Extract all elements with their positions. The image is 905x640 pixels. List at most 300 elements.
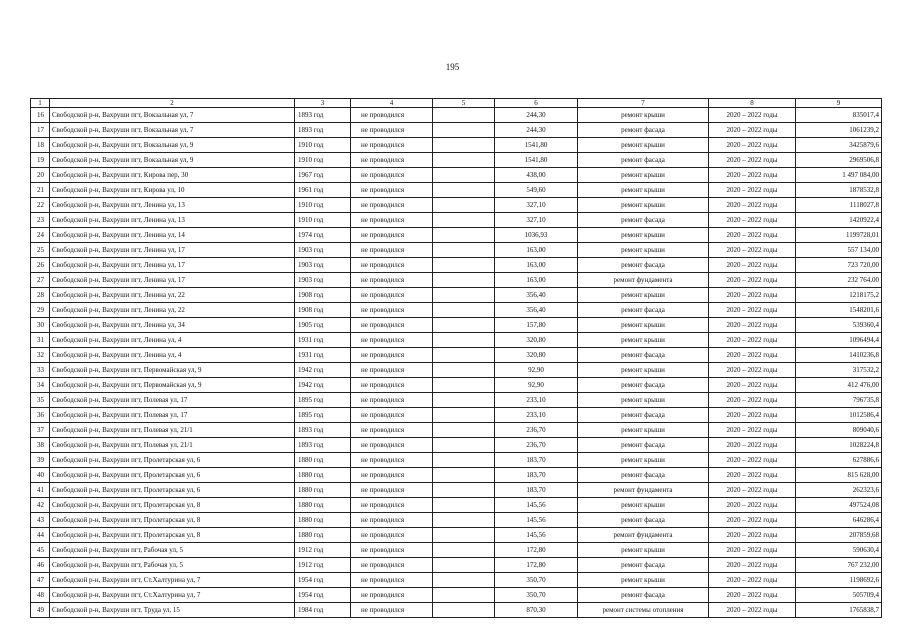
area-cell: 163,00: [495, 273, 578, 288]
work-type-cell: ремонт крыши: [578, 183, 709, 198]
period-cell: 2020 – 2022 годы: [709, 273, 796, 288]
row-index: 40: [31, 468, 50, 483]
table-row: [31, 438, 882, 453]
cost-cell: 539360,4: [796, 318, 882, 333]
area-cell: 145,56: [495, 513, 578, 528]
area-cell: 327,10: [495, 198, 578, 213]
build-year-cell: 1895 год: [295, 408, 351, 423]
build-year-cell: 1974 год: [295, 228, 351, 243]
table-row: [31, 558, 882, 573]
area-cell: 183,70: [495, 468, 578, 483]
work-type-cell: ремонт крыши: [578, 168, 709, 183]
empty-cell: [433, 288, 495, 303]
table-row: [31, 588, 882, 603]
build-year-cell: 1961 год: [295, 183, 351, 198]
work-type-cell: ремонт крыши: [578, 363, 709, 378]
cost-cell: 723 720,00: [796, 258, 882, 273]
address-cell: Свободской р-н, Вахруши пгт, Ленина ул, 17: [50, 258, 295, 273]
period-cell: 2020 – 2022 годы: [709, 573, 796, 588]
address-cell: Свободской р-н, Вахруши пгт, Вокзальная ул, 9: [50, 153, 295, 168]
empty-cell: [433, 378, 495, 393]
row-index: 31: [31, 333, 50, 348]
build-year-cell: 1931 год: [295, 348, 351, 363]
area-cell: 549,60: [495, 183, 578, 198]
build-year-cell: 1903 год: [295, 243, 351, 258]
work-type-cell: ремонт фасада: [578, 378, 709, 393]
area-cell: 350,70: [495, 573, 578, 588]
build-year-cell: 1910 год: [295, 213, 351, 228]
table-row: [31, 543, 882, 558]
cost-cell: 505709,4: [796, 588, 882, 603]
empty-cell: [433, 528, 495, 543]
area-cell: 183,70: [495, 483, 578, 498]
period-cell: 2020 – 2022 годы: [709, 138, 796, 153]
period-cell: 2020 – 2022 годы: [709, 363, 796, 378]
address-cell: Свободской р-н, Вахруши пгт, Пролетарская ул, 6: [50, 468, 295, 483]
build-year-cell: 1942 год: [295, 363, 351, 378]
build-year-cell: 1908 год: [295, 303, 351, 318]
empty-cell: [433, 393, 495, 408]
cost-cell: 1012586,4: [796, 408, 882, 423]
table-row: [31, 513, 882, 528]
work-type-cell: ремонт крыши: [578, 393, 709, 408]
address-cell: Свободской р-н, Вахруши пгт, Ленина ул, 4: [50, 333, 295, 348]
period-cell: 2020 – 2022 годы: [709, 228, 796, 243]
page-number: 195: [445, 62, 460, 72]
column-number: 2: [50, 99, 295, 108]
work-type-cell: ремонт крыши: [578, 498, 709, 513]
area-cell: 163,00: [495, 243, 578, 258]
area-cell: 350,70: [495, 588, 578, 603]
cost-cell: 1410236,8: [796, 348, 882, 363]
empty-cell: [433, 453, 495, 468]
last-repair-cell: не проводился: [351, 378, 433, 393]
last-repair-cell: не проводился: [351, 513, 433, 528]
row-index: 20: [31, 168, 50, 183]
row-index: 28: [31, 288, 50, 303]
address-cell: Свободской р-н, Вахруши пгт, Ленина ул, 13: [50, 198, 295, 213]
cost-cell: 412 476,00: [796, 378, 882, 393]
period-cell: 2020 – 2022 годы: [709, 333, 796, 348]
row-index: 34: [31, 378, 50, 393]
work-type-cell: ремонт крыши: [578, 318, 709, 333]
period-cell: 2020 – 2022 годы: [709, 393, 796, 408]
build-year-cell: 1880 год: [295, 498, 351, 513]
empty-cell: [433, 438, 495, 453]
cost-cell: 1199728,01: [796, 228, 882, 243]
row-index: 45: [31, 543, 50, 558]
cost-cell: 1096494,4: [796, 333, 882, 348]
last-repair-cell: не проводился: [351, 453, 433, 468]
last-repair-cell: не проводился: [351, 603, 433, 618]
row-index: 36: [31, 408, 50, 423]
row-index: 17: [31, 123, 50, 138]
period-cell: 2020 – 2022 годы: [709, 258, 796, 273]
cost-cell: 809040,6: [796, 423, 882, 438]
repair-register-table: [30, 98, 882, 618]
area-cell: 163,00: [495, 258, 578, 273]
cost-cell: 1061239,2: [796, 123, 882, 138]
row-index: 19: [31, 153, 50, 168]
work-type-cell: ремонт фасада: [578, 513, 709, 528]
last-repair-cell: не проводился: [351, 558, 433, 573]
cost-cell: 1118027,8: [796, 198, 882, 213]
build-year-cell: 1893 год: [295, 438, 351, 453]
last-repair-cell: не проводился: [351, 138, 433, 153]
build-year-cell: 1942 год: [295, 378, 351, 393]
table-row: [31, 258, 882, 273]
row-index: 33: [31, 363, 50, 378]
address-cell: Свободской р-н, Вахруши пгт, Кирова пер, 30: [50, 168, 295, 183]
row-index: 38: [31, 438, 50, 453]
last-repair-cell: не проводился: [351, 423, 433, 438]
period-cell: 2020 – 2022 годы: [709, 558, 796, 573]
build-year-cell: 1912 год: [295, 543, 351, 558]
row-index: 18: [31, 138, 50, 153]
area-cell: 145,56: [495, 498, 578, 513]
work-type-cell: ремонт фасада: [578, 468, 709, 483]
address-cell: Свободской р-н, Вахруши пгт, Полевая ул, 21/1: [50, 438, 295, 453]
period-cell: 2020 – 2022 годы: [709, 168, 796, 183]
work-type-cell: ремонт крыши: [578, 423, 709, 438]
last-repair-cell: не проводился: [351, 408, 433, 423]
area-cell: 172,80: [495, 558, 578, 573]
address-cell: Свободской р-н, Вахруши пгт, Рабочая ул, 5: [50, 543, 295, 558]
area-cell: 356,40: [495, 303, 578, 318]
column-number: 3: [295, 99, 351, 108]
work-type-cell: ремонт фасада: [578, 588, 709, 603]
last-repair-cell: не проводился: [351, 258, 433, 273]
area-cell: 233,10: [495, 393, 578, 408]
row-index: 22: [31, 198, 50, 213]
cost-cell: 1548201,6: [796, 303, 882, 318]
empty-cell: [433, 408, 495, 423]
cost-cell: 317532,2: [796, 363, 882, 378]
work-type-cell: ремонт крыши: [578, 243, 709, 258]
table-row: [31, 573, 882, 588]
period-cell: 2020 – 2022 годы: [709, 423, 796, 438]
cost-cell: 767 232,00: [796, 558, 882, 573]
period-cell: 2020 – 2022 годы: [709, 213, 796, 228]
work-type-cell: ремонт фасада: [578, 303, 709, 318]
row-index: 23: [31, 213, 50, 228]
empty-cell: [433, 153, 495, 168]
empty-cell: [433, 558, 495, 573]
period-cell: 2020 – 2022 годы: [709, 513, 796, 528]
period-cell: 2020 – 2022 годы: [709, 288, 796, 303]
area-cell: 157,80: [495, 318, 578, 333]
cost-cell: 1765838,7: [796, 603, 882, 618]
last-repair-cell: не проводился: [351, 363, 433, 378]
row-index: 30: [31, 318, 50, 333]
address-cell: Свободской р-н, Вахруши пгт, Ленина ул, 14: [50, 228, 295, 243]
table-row: [31, 483, 882, 498]
build-year-cell: 1910 год: [295, 153, 351, 168]
area-cell: 1541,80: [495, 138, 578, 153]
last-repair-cell: не проводился: [351, 183, 433, 198]
last-repair-cell: не проводился: [351, 213, 433, 228]
last-repair-cell: не проводился: [351, 198, 433, 213]
last-repair-cell: не проводился: [351, 228, 433, 243]
build-year-cell: 1954 год: [295, 588, 351, 603]
row-index: 42: [31, 498, 50, 513]
row-index: 44: [31, 528, 50, 543]
row-index: 21: [31, 183, 50, 198]
last-repair-cell: не проводился: [351, 483, 433, 498]
build-year-cell: 1895 год: [295, 393, 351, 408]
address-cell: Свободской р-н, Вахруши пгт, Вокзальная ул, 9: [50, 138, 295, 153]
table-row: [31, 198, 882, 213]
empty-cell: [433, 513, 495, 528]
address-cell: Свободской р-н, Вахруши пгт, Пролетарская ул, 8: [50, 498, 295, 513]
row-index: 26: [31, 258, 50, 273]
cost-cell: 207859,68: [796, 528, 882, 543]
last-repair-cell: не проводился: [351, 438, 433, 453]
area-cell: 236,70: [495, 423, 578, 438]
column-number-row: [31, 99, 882, 108]
last-repair-cell: не проводился: [351, 168, 433, 183]
cost-cell: 1198692,6: [796, 573, 882, 588]
empty-cell: [433, 198, 495, 213]
empty-cell: [433, 603, 495, 618]
work-type-cell: ремонт крыши: [578, 138, 709, 153]
row-index: 49: [31, 603, 50, 618]
table-row: [31, 528, 882, 543]
build-year-cell: 1910 год: [295, 138, 351, 153]
work-type-cell: ремонт крыши: [578, 288, 709, 303]
area-cell: 870,30: [495, 603, 578, 618]
cost-cell: 497524,08: [796, 498, 882, 513]
address-cell: Свободской р-н, Вахруши пгт, Ленина ул, 22: [50, 288, 295, 303]
empty-cell: [433, 123, 495, 138]
work-type-cell: ремонт фасада: [578, 558, 709, 573]
table-row: [31, 288, 882, 303]
address-cell: Свободской р-н, Вахруши пгт, Рабочая ул, 5: [50, 558, 295, 573]
empty-cell: [433, 543, 495, 558]
last-repair-cell: не проводился: [351, 273, 433, 288]
table-row: [31, 453, 882, 468]
empty-cell: [433, 363, 495, 378]
build-year-cell: 1880 год: [295, 528, 351, 543]
row-index: 41: [31, 483, 50, 498]
row-index: 27: [31, 273, 50, 288]
cost-cell: 627886,6: [796, 453, 882, 468]
empty-cell: [433, 423, 495, 438]
last-repair-cell: не проводился: [351, 498, 433, 513]
last-repair-cell: не проводился: [351, 468, 433, 483]
work-type-cell: ремонт системы отопления: [578, 603, 709, 618]
period-cell: 2020 – 2022 годы: [709, 588, 796, 603]
address-cell: Свободской р-н, Вахруши пгт, Труда ул, 15: [50, 603, 295, 618]
area-cell: 327,10: [495, 213, 578, 228]
build-year-cell: 1893 год: [295, 108, 351, 123]
table-row: [31, 468, 882, 483]
table-row: [31, 603, 882, 618]
last-repair-cell: не проводился: [351, 573, 433, 588]
cost-cell: 835017,4: [796, 108, 882, 123]
column-number: 9: [796, 99, 882, 108]
address-cell: Свободской р-н, Вахруши пгт, Пролетарская ул, 6: [50, 453, 295, 468]
empty-cell: [433, 483, 495, 498]
period-cell: 2020 – 2022 годы: [709, 468, 796, 483]
last-repair-cell: не проводился: [351, 108, 433, 123]
empty-cell: [433, 498, 495, 513]
table-row: [31, 123, 882, 138]
period-cell: 2020 – 2022 годы: [709, 348, 796, 363]
area-cell: 320,80: [495, 348, 578, 363]
address-cell: Свободской р-н, Вахруши пгт, Ленина ул, 22: [50, 303, 295, 318]
period-cell: 2020 – 2022 годы: [709, 183, 796, 198]
row-index: 46: [31, 558, 50, 573]
cost-cell: 262323,6: [796, 483, 882, 498]
table-row: [31, 378, 882, 393]
period-cell: 2020 – 2022 годы: [709, 378, 796, 393]
row-index: 39: [31, 453, 50, 468]
table-row: [31, 228, 882, 243]
address-cell: Свободской р-н, Вахруши пгт, Вокзальная ул, 7: [50, 123, 295, 138]
table-row: [31, 363, 882, 378]
area-cell: 1036,93: [495, 228, 578, 243]
cost-cell: 1218175,2: [796, 288, 882, 303]
row-index: 48: [31, 588, 50, 603]
build-year-cell: 1908 год: [295, 288, 351, 303]
period-cell: 2020 – 2022 годы: [709, 603, 796, 618]
row-index: 16: [31, 108, 50, 123]
last-repair-cell: не проводился: [351, 153, 433, 168]
table-row: [31, 273, 882, 288]
build-year-cell: 1903 год: [295, 273, 351, 288]
work-type-cell: ремонт фасада: [578, 123, 709, 138]
period-cell: 2020 – 2022 годы: [709, 198, 796, 213]
address-cell: Свободской р-н, Вахруши пгт, Полевая ул, 17: [50, 393, 295, 408]
work-type-cell: ремонт фасада: [578, 153, 709, 168]
table-body: [31, 108, 882, 618]
area-cell: 145,56: [495, 528, 578, 543]
work-type-cell: ремонт фасада: [578, 408, 709, 423]
last-repair-cell: не проводился: [351, 588, 433, 603]
last-repair-cell: не проводился: [351, 393, 433, 408]
address-cell: Свободской р-н, Вахруши пгт, Первомайская ул, 9: [50, 363, 295, 378]
area-cell: 92,90: [495, 378, 578, 393]
row-index: 25: [31, 243, 50, 258]
last-repair-cell: не проводился: [351, 123, 433, 138]
column-number: 8: [709, 99, 796, 108]
cost-cell: 557 134,00: [796, 243, 882, 258]
empty-cell: [433, 108, 495, 123]
work-type-cell: ремонт фасада: [578, 438, 709, 453]
table-row: [31, 168, 882, 183]
table-row: [31, 243, 882, 258]
table-row: [31, 318, 882, 333]
period-cell: 2020 – 2022 годы: [709, 153, 796, 168]
period-cell: 2020 – 2022 годы: [709, 453, 796, 468]
column-number: 7: [578, 99, 709, 108]
build-year-cell: 1893 год: [295, 423, 351, 438]
build-year-cell: 1903 год: [295, 258, 351, 273]
build-year-cell: 1905 год: [295, 318, 351, 333]
row-index: 32: [31, 348, 50, 363]
table-row: [31, 138, 882, 153]
address-cell: Свободской р-н, Вахруши пгт, Полевая ул, 17: [50, 408, 295, 423]
row-index: 35: [31, 393, 50, 408]
period-cell: 2020 – 2022 годы: [709, 108, 796, 123]
area-cell: 244,30: [495, 123, 578, 138]
last-repair-cell: не проводился: [351, 333, 433, 348]
table-row: [31, 333, 882, 348]
period-cell: 2020 – 2022 годы: [709, 543, 796, 558]
build-year-cell: 1954 год: [295, 573, 351, 588]
last-repair-cell: не проводился: [351, 348, 433, 363]
empty-cell: [433, 258, 495, 273]
area-cell: 92,90: [495, 363, 578, 378]
area-cell: 236,70: [495, 438, 578, 453]
empty-cell: [433, 573, 495, 588]
address-cell: Свободской р-н, Вахруши пгт, Ленина ул, 4: [50, 348, 295, 363]
period-cell: 2020 – 2022 годы: [709, 528, 796, 543]
period-cell: 2020 – 2022 годы: [709, 498, 796, 513]
address-cell: Свободской р-н, Вахруши пгт, Пролетарская ул, 6: [50, 483, 295, 498]
table-row: [31, 348, 882, 363]
cost-cell: 232 764,00: [796, 273, 882, 288]
cost-cell: 1878532,8: [796, 183, 882, 198]
empty-cell: [433, 303, 495, 318]
empty-cell: [433, 273, 495, 288]
period-cell: 2020 – 2022 годы: [709, 318, 796, 333]
cost-cell: 796735,8: [796, 393, 882, 408]
work-type-cell: ремонт крыши: [578, 333, 709, 348]
table-row: [31, 153, 882, 168]
period-cell: 2020 – 2022 годы: [709, 243, 796, 258]
empty-cell: [433, 468, 495, 483]
address-cell: Свободской р-н, Вахруши пгт, Ст.Халтурина ул, 7: [50, 588, 295, 603]
last-repair-cell: не проводился: [351, 528, 433, 543]
empty-cell: [433, 243, 495, 258]
period-cell: 2020 – 2022 годы: [709, 438, 796, 453]
last-repair-cell: не проводился: [351, 303, 433, 318]
work-type-cell: ремонт крыши: [578, 108, 709, 123]
cost-cell: 590630,4: [796, 543, 882, 558]
cost-cell: 1 497 084,00: [796, 168, 882, 183]
last-repair-cell: не проводился: [351, 243, 433, 258]
table-row: [31, 213, 882, 228]
column-number: 6: [495, 99, 578, 108]
address-cell: Свободской р-н, Вахруши пгт, Пролетарская ул, 8: [50, 513, 295, 528]
row-index: 24: [31, 228, 50, 243]
work-type-cell: ремонт крыши: [578, 198, 709, 213]
cost-cell: 646286,4: [796, 513, 882, 528]
work-type-cell: ремонт фасада: [578, 348, 709, 363]
build-year-cell: 1880 год: [295, 513, 351, 528]
empty-cell: [433, 168, 495, 183]
last-repair-cell: не проводился: [351, 543, 433, 558]
empty-cell: [433, 213, 495, 228]
area-cell: 438,00: [495, 168, 578, 183]
last-repair-cell: не проводился: [351, 318, 433, 333]
build-year-cell: 1880 год: [295, 453, 351, 468]
period-cell: 2020 – 2022 годы: [709, 408, 796, 423]
table-row: [31, 108, 882, 123]
table-row: [31, 303, 882, 318]
empty-cell: [433, 228, 495, 243]
period-cell: 2020 – 2022 годы: [709, 483, 796, 498]
address-cell: Свободской р-н, Вахруши пгт, Ленина ул, 17: [50, 243, 295, 258]
row-index: 43: [31, 513, 50, 528]
work-type-cell: ремонт крыши: [578, 228, 709, 243]
address-cell: Свободской р-н, Вахруши пгт, Ленина ул, 17: [50, 273, 295, 288]
row-index: 29: [31, 303, 50, 318]
address-cell: Свободской р-н, Вахруши пгт, Кирова ул, 10: [50, 183, 295, 198]
area-cell: 356,40: [495, 288, 578, 303]
